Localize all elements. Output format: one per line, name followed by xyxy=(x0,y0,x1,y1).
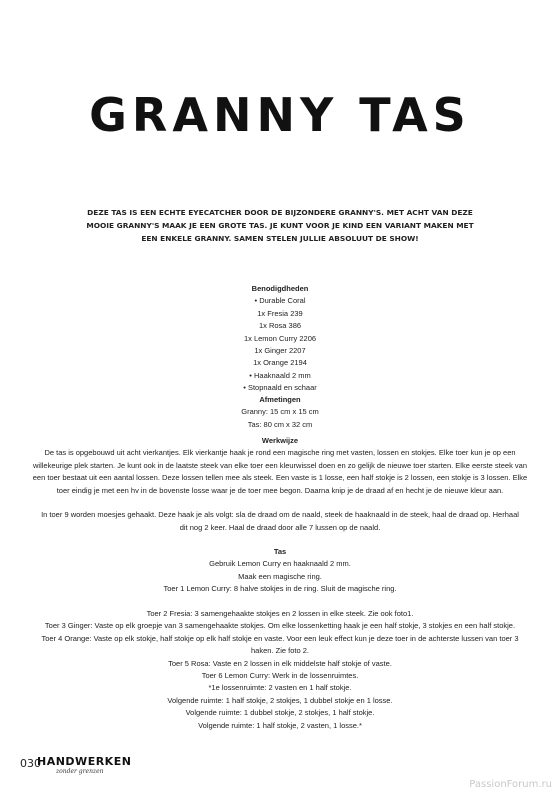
dimensions-item: Granny: 15 cm x 15 cm xyxy=(241,407,319,417)
materials-item: 1x Fresia 239 xyxy=(257,308,303,318)
page-title: GRANNY TAS xyxy=(89,88,471,142)
watermark: PassionForum.ru xyxy=(469,779,552,790)
bag-line: Toer 5 Rosa: Vaste en 2 lossen in elk middelste half stokje of vaste. xyxy=(168,658,392,668)
bag-heading: Tas xyxy=(273,547,287,556)
materials-item: 1x Ginger 2207 xyxy=(254,346,306,356)
method-paragraph: De tas is opgebouwd uit acht vierkantjes. Elk vierkantje haak je rond een magische ring met vasten, lossen en stokjes. Elke toer kun je op een willekeurige plek starten. Je kunt ook in de laatste steek van elke toer een kleurwissel doen en zo gelijk de nieuwe toer starten. Elke eerste steek van een toer bestaat uit een aantal lossen. Deze lossen tellen mee als steek. Een vaste is 1 losse, een half stokje is 2 lossen, een stokje is 3 lossen. Elke toer eindig je met een hv in de bovenste losse waar je de toer mee begon. Daarna knip je de draad af en hecht je de nieuwe kleur aan. xyxy=(32,448,528,495)
materials-item: 1x Lemon Curry 2206 xyxy=(243,333,317,343)
method-paragraph: In toer 9 worden moesjes gehaakt. Deze haak je als volgt: sla de draad om de naald, steek de haaknaald in de steek, haal de draad op. Herhaal dit nog 2 keer. Haal de draad door alle 7 lussen op de naald. xyxy=(41,510,519,532)
dimensions-item: Tas: 80 cm x 32 cm xyxy=(247,419,313,429)
materials-section xyxy=(30,283,530,395)
bag-line: Toer 6 Lemon Curry: Werk in de lossenruimtes. xyxy=(201,671,359,681)
page-number: 030 xyxy=(20,757,41,770)
materials-item: • Durable Coral xyxy=(254,296,306,306)
magazine-tagline: zonder grenzen xyxy=(56,768,104,775)
materials-heading: Benodigdheden xyxy=(251,284,309,293)
dimensions-section xyxy=(30,394,530,431)
method-heading: Werkwijze xyxy=(261,436,299,445)
bag-section xyxy=(30,546,530,732)
bag-line: Toer 2 Fresia: 3 samengehaakte stokjes en 2 lossen in elke steek. Zie ook foto1. xyxy=(146,609,414,619)
materials-item: 1x Orange 2194 xyxy=(253,358,307,368)
bag-line: Toer 3 Ginger: Vaste op elk groepje van 3 samengehaakte stokjes. Om elke lossenketting haak je een half stokje, 3 stokjes en een half stokje. xyxy=(44,621,516,631)
bag-line: Volgende ruimte: 1 dubbel stokje, 2 stokjes, 1 half stokje. xyxy=(185,708,375,718)
method-section xyxy=(30,435,530,534)
bag-line: Toer 4 Orange: Vaste op elk stokje, half stokje op elk half stokje en vaste. Voor een leuk effect kun je deze toer in de achterste lussen van toer 3 haken. Zie foto 2. xyxy=(41,633,519,656)
bag-line: Gebruik Lemon Curry en haaknaald 2 mm. xyxy=(209,559,351,569)
intro-text: DEZE TAS IS EEN ECHTE EYECATCHER DOOR DE BIJZONDERE GRANNY'S. MET ACHT VAN DEZE MOOIE GRANNY'S MAAK JE EEN GROTE TAS. JE KUNT VOOR JE KIND EEN VARIANT MAKEN MET EEN ENKELE GRANNY. SAMEN STELEN JULLIE ABSOLUUT DE SHOW! xyxy=(86,208,474,243)
materials-item: 1x Rosa 386 xyxy=(258,321,302,331)
bag-line: Volgende ruimte: 1 half stokje, 2 stokjes, 1 dubbel stokje en 1 losse. xyxy=(167,695,393,705)
dimensions-heading: Afmetingen xyxy=(259,395,301,404)
magazine-brand: HANDWERKEN xyxy=(37,755,132,768)
bag-line: *1e lossenruimte: 2 vasten en 1 half stokje. xyxy=(208,683,352,693)
bag-line: Volgende ruimte: 1 half stokje, 2 vasten, 1 losse.* xyxy=(198,720,362,730)
materials-item: • Haaknaald 2 mm xyxy=(249,370,311,380)
materials-item: • Stopnaald en schaar xyxy=(243,383,317,393)
bag-line: Toer 1 Lemon Curry: 8 halve stokjes in de ring. Sluit de magische ring. xyxy=(163,584,397,594)
bag-line: Maak een magische ring. xyxy=(238,571,322,581)
